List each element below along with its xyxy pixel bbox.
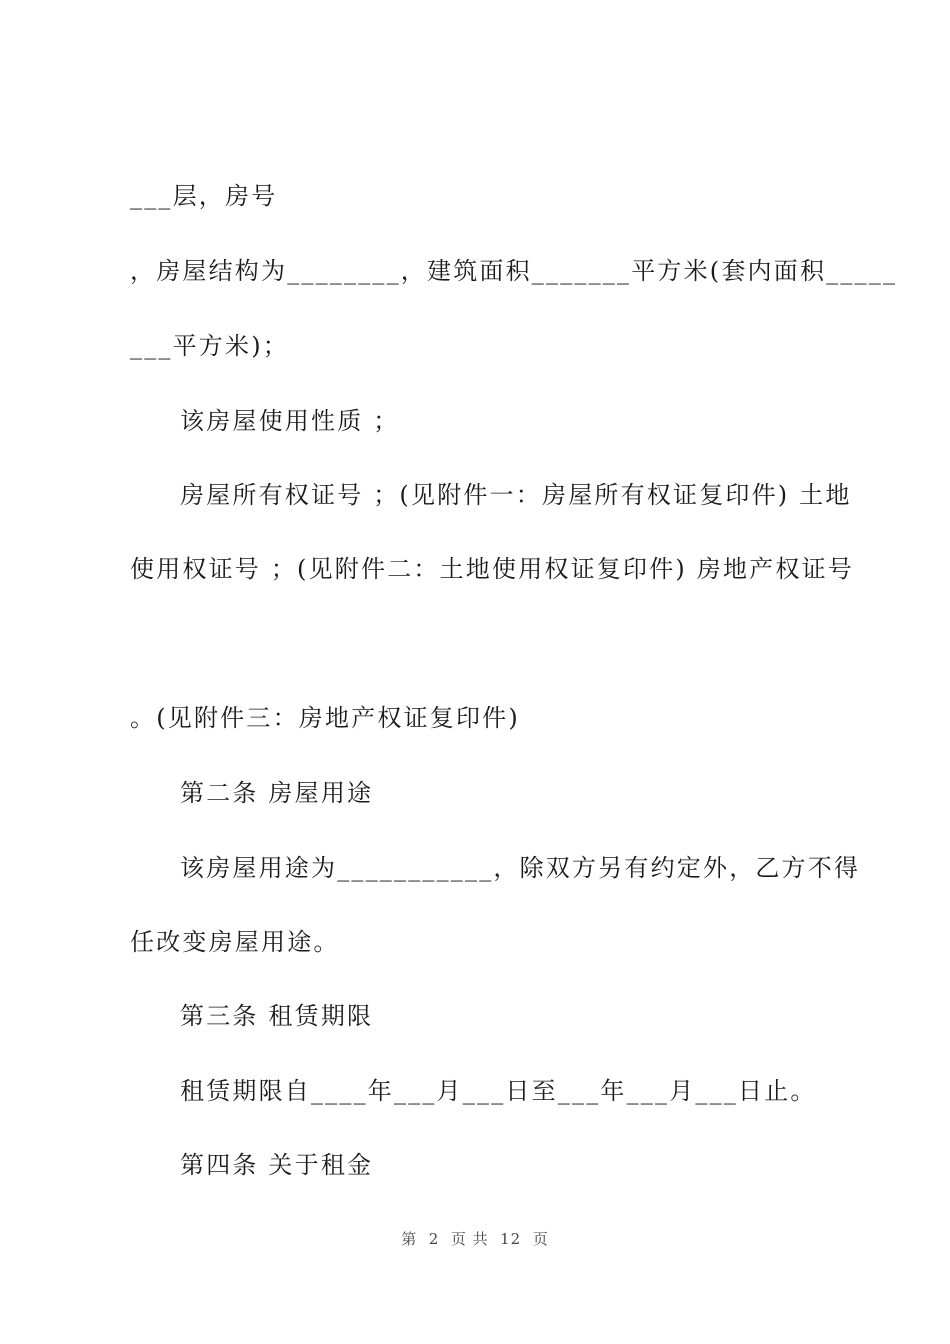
text-line-usage-nature: 该房屋使用性质 ； (180, 407, 400, 435)
text-line-area-continued: ___平方米)； (130, 332, 289, 360)
text-line-usage-change: 任改变房屋用途。 (130, 928, 340, 956)
text-line-ownership-cert: 房屋所有权证号 ；(见附件一：房屋所有权证复印件) 土地 (180, 481, 852, 509)
page-number-footer: 第 2 页 共 12 页 (401, 1230, 549, 1248)
article-two-heading: 第二条 房屋用途 (180, 779, 374, 807)
text-line-attachment-three: 。(见附件三：房地产权证复印件) (130, 704, 520, 732)
text-line-usage-purpose: 该房屋用途为___________，除双方另有约定外，乙方不得 (180, 854, 861, 882)
article-four-heading: 第四条 关于租金 (180, 1151, 374, 1179)
article-three-heading: 第三条 租赁期限 (180, 1002, 374, 1030)
text-line-lease-term: 租赁期限自____年___月___日至___年___月___日止。 (180, 1077, 817, 1105)
text-line-structure-area: ，房屋结构为________，建筑面积_______平方米(套内面积_____ (130, 257, 898, 285)
text-line-floor-room: ___层，房号 (130, 182, 278, 210)
text-line-land-use-cert: 使用权证号 ；(见附件二：土地使用权证复印件) 房地产权证号 (130, 555, 854, 583)
